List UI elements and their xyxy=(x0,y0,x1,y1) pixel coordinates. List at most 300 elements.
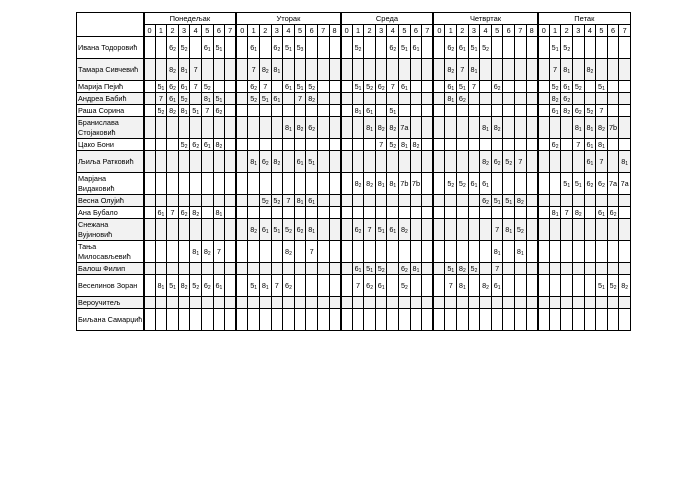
class-cell: $6_1$ xyxy=(596,207,608,219)
class-cell: $5_1$ xyxy=(306,151,318,173)
class-cell: $6_2$ xyxy=(549,139,561,151)
class-cell: $5_1$ xyxy=(375,219,387,241)
teacher-row xyxy=(77,117,631,139)
class-cell xyxy=(236,59,248,81)
class-cell xyxy=(306,309,318,331)
class-cell xyxy=(144,263,156,275)
class-cell xyxy=(225,117,237,139)
class-cell xyxy=(283,59,295,81)
class-cell: 7 xyxy=(596,105,608,117)
class-cell: $5_2$ xyxy=(178,37,190,59)
class-cell xyxy=(422,241,434,263)
class-cell xyxy=(364,297,376,309)
class-cell xyxy=(294,263,306,275)
class-cell: $8_2$ xyxy=(167,105,179,117)
class-cell: $5_1$ xyxy=(213,37,225,59)
class-cell xyxy=(248,309,260,331)
class-cell: $8_1$ xyxy=(306,219,318,241)
class-cell: $6_2$ xyxy=(561,93,573,105)
class-cell xyxy=(329,263,341,275)
class-cell xyxy=(190,263,202,275)
class-cell xyxy=(515,117,527,139)
class-cell xyxy=(341,263,353,275)
class-cell xyxy=(294,241,306,263)
class-cell: $5_1$ xyxy=(283,37,295,59)
class-cell: $8_1$ xyxy=(201,93,213,105)
class-cell: $8_2$ xyxy=(515,195,527,207)
class-cell: 7 xyxy=(271,275,283,297)
class-cell xyxy=(329,37,341,59)
class-cell xyxy=(225,151,237,173)
class-cell xyxy=(619,219,631,241)
class-cell xyxy=(515,105,527,117)
class-cell xyxy=(445,105,457,117)
class-cell: $8_1$ xyxy=(248,151,260,173)
class-cell xyxy=(248,117,260,139)
class-cell xyxy=(607,195,619,207)
class-cell xyxy=(317,151,329,173)
class-cell: $6_2$ xyxy=(491,151,503,173)
class-cell: $5_1$ xyxy=(549,37,561,59)
class-cell: $5_1$ xyxy=(364,263,376,275)
class-cell xyxy=(596,309,608,331)
class-cell xyxy=(144,81,156,93)
class-cell: $8_1$ xyxy=(178,59,190,81)
class-cell: $6_2$ xyxy=(480,195,492,207)
class-cell: $8_1$ xyxy=(515,241,527,263)
class-cell xyxy=(457,195,469,207)
class-cell xyxy=(584,275,596,297)
teacher-row xyxy=(77,93,631,105)
period-number: 7 xyxy=(619,25,631,37)
class-cell xyxy=(584,241,596,263)
class-cell xyxy=(515,275,527,297)
class-cell xyxy=(201,263,213,275)
class-cell xyxy=(364,139,376,151)
class-cell: $6_1$ xyxy=(468,173,480,195)
class-cell: 7 xyxy=(352,275,364,297)
class-cell xyxy=(561,151,573,173)
class-cell xyxy=(178,263,190,275)
class-cell: $8_2$ xyxy=(619,275,631,297)
class-cell: $5_1$ xyxy=(596,275,608,297)
class-cell xyxy=(457,151,469,173)
class-cell xyxy=(364,151,376,173)
class-cell xyxy=(144,207,156,219)
class-cell xyxy=(248,263,260,275)
class-cell: $5_2$ xyxy=(259,195,271,207)
class-cell: 7 xyxy=(549,59,561,81)
class-cell xyxy=(306,105,318,117)
class-cell xyxy=(596,297,608,309)
class-cell: $6_2$ xyxy=(294,219,306,241)
class-cell xyxy=(399,93,411,105)
class-cell xyxy=(225,59,237,81)
class-cell xyxy=(491,93,503,105)
class-cell xyxy=(225,263,237,275)
class-cell xyxy=(433,275,445,297)
class-cell xyxy=(538,173,550,195)
period-number: 6 xyxy=(607,25,619,37)
class-cell xyxy=(317,93,329,105)
class-cell xyxy=(572,93,584,105)
class-cell xyxy=(457,207,469,219)
class-cell xyxy=(457,297,469,309)
class-cell xyxy=(259,241,271,263)
class-cell xyxy=(144,59,156,81)
class-cell xyxy=(387,297,399,309)
class-cell xyxy=(607,81,619,93)
period-number: 7 xyxy=(225,25,237,37)
period-number: 7 xyxy=(422,25,434,37)
period-number: 4 xyxy=(190,25,202,37)
class-cell xyxy=(317,275,329,297)
class-cell xyxy=(364,241,376,263)
class-cell xyxy=(526,297,538,309)
class-cell xyxy=(329,93,341,105)
class-cell xyxy=(433,105,445,117)
class-cell xyxy=(468,151,480,173)
class-cell xyxy=(572,297,584,309)
class-cell xyxy=(155,151,167,173)
class-cell: 7b xyxy=(607,117,619,139)
class-cell xyxy=(294,173,306,195)
class-cell: $6_1$ xyxy=(248,37,260,59)
class-cell xyxy=(225,219,237,241)
class-cell: $8_2$ xyxy=(283,241,295,263)
class-cell: $8_2$ xyxy=(201,241,213,263)
class-cell xyxy=(317,309,329,331)
corner-cell xyxy=(77,13,144,37)
class-cell xyxy=(491,139,503,151)
class-cell xyxy=(375,151,387,173)
class-cell xyxy=(619,81,631,93)
class-cell xyxy=(607,105,619,117)
class-cell xyxy=(538,195,550,207)
class-cell xyxy=(248,139,260,151)
class-cell xyxy=(271,173,283,195)
class-cell xyxy=(561,195,573,207)
class-cell: 7а xyxy=(607,173,619,195)
class-cell xyxy=(341,219,353,241)
class-cell xyxy=(422,207,434,219)
class-cell: $6_2$ xyxy=(306,117,318,139)
period-number: 3 xyxy=(375,25,387,37)
class-cell: $8_2$ xyxy=(596,117,608,139)
teacher-name: Биљана Самарџић xyxy=(77,309,144,331)
class-cell xyxy=(329,297,341,309)
class-cell xyxy=(283,263,295,275)
period-number: 3 xyxy=(468,25,480,37)
class-cell xyxy=(515,37,527,59)
class-cell xyxy=(294,309,306,331)
class-cell xyxy=(329,139,341,151)
class-cell xyxy=(491,309,503,331)
class-cell: $8_1$ xyxy=(352,105,364,117)
class-cell xyxy=(225,81,237,93)
class-cell: $5_1$ xyxy=(213,93,225,105)
class-cell xyxy=(271,241,283,263)
class-cell: $8_2$ xyxy=(399,219,411,241)
class-cell xyxy=(375,309,387,331)
class-cell: $6_2$ xyxy=(572,105,584,117)
class-cell: $5_2$ xyxy=(480,37,492,59)
class-cell xyxy=(399,207,411,219)
class-cell: 7а xyxy=(619,173,631,195)
class-cell: $8_2$ xyxy=(259,59,271,81)
class-cell: 7 xyxy=(283,195,295,207)
class-cell xyxy=(584,93,596,105)
class-cell xyxy=(422,173,434,195)
class-cell: $8_2$ xyxy=(572,207,584,219)
class-cell xyxy=(607,297,619,309)
class-cell xyxy=(387,93,399,105)
class-cell xyxy=(236,105,248,117)
teacher-name: Тамара Сивчевић xyxy=(77,59,144,81)
class-cell xyxy=(364,207,376,219)
class-cell xyxy=(584,207,596,219)
class-cell xyxy=(213,195,225,207)
class-cell: $5_1$ xyxy=(491,195,503,207)
class-cell xyxy=(167,117,179,139)
class-cell xyxy=(584,263,596,275)
teacher-row xyxy=(77,37,631,59)
class-cell: 7 xyxy=(491,263,503,275)
class-cell: $6_2$ xyxy=(283,275,295,297)
class-cell xyxy=(503,241,515,263)
class-cell: $6_1$ xyxy=(445,81,457,93)
class-cell xyxy=(503,297,515,309)
class-cell xyxy=(225,37,237,59)
teacher-row xyxy=(77,309,631,331)
period-number: 0 xyxy=(433,25,445,37)
class-cell: $5_2$ xyxy=(248,93,260,105)
class-cell: 7 xyxy=(445,275,457,297)
class-cell xyxy=(271,207,283,219)
class-cell xyxy=(538,207,550,219)
class-cell xyxy=(144,117,156,139)
class-cell: $5_1$ xyxy=(445,263,457,275)
class-cell xyxy=(503,93,515,105)
class-cell: $6_1$ xyxy=(584,151,596,173)
class-cell: $6_1$ xyxy=(375,275,387,297)
class-cell: $8_2$ xyxy=(480,275,492,297)
class-cell xyxy=(572,59,584,81)
class-cell: 7b xyxy=(399,173,411,195)
class-cell xyxy=(225,275,237,297)
class-cell xyxy=(329,241,341,263)
period-number: 1 xyxy=(248,25,260,37)
class-cell xyxy=(549,195,561,207)
class-cell: $5_2$ xyxy=(190,275,202,297)
class-cell xyxy=(352,151,364,173)
class-cell xyxy=(433,59,445,81)
class-cell xyxy=(352,195,364,207)
class-cell: $5_3$ xyxy=(294,37,306,59)
class-cell xyxy=(178,241,190,263)
class-cell: $5_2$ xyxy=(375,263,387,275)
class-cell xyxy=(410,81,422,93)
period-number: 1 xyxy=(155,25,167,37)
class-cell: $8_2$ xyxy=(480,151,492,173)
class-cell xyxy=(329,173,341,195)
class-cell xyxy=(422,195,434,207)
class-cell xyxy=(387,263,399,275)
class-cell xyxy=(445,207,457,219)
class-cell xyxy=(399,59,411,81)
class-cell: 7 xyxy=(491,219,503,241)
class-cell xyxy=(259,297,271,309)
class-cell xyxy=(538,59,550,81)
class-cell xyxy=(294,275,306,297)
class-cell xyxy=(317,139,329,151)
class-cell xyxy=(422,105,434,117)
teacher-name: Бранислава Стојаковић xyxy=(77,117,144,139)
period-number: 5 xyxy=(596,25,608,37)
class-cell xyxy=(387,195,399,207)
class-cell xyxy=(225,173,237,195)
class-cell xyxy=(341,81,353,93)
period-number: 5 xyxy=(201,25,213,37)
class-cell xyxy=(491,297,503,309)
class-cell xyxy=(375,207,387,219)
class-cell xyxy=(190,297,202,309)
class-cell: $8_2$ xyxy=(248,219,260,241)
class-cell xyxy=(155,173,167,195)
class-cell xyxy=(375,297,387,309)
class-cell xyxy=(503,59,515,81)
class-cell xyxy=(225,309,237,331)
class-cell: $6_1$ xyxy=(584,139,596,151)
class-cell: 7 xyxy=(375,139,387,151)
class-cell xyxy=(283,105,295,117)
class-cell: $8_2$ xyxy=(410,139,422,151)
day-header-row xyxy=(77,13,631,25)
class-cell xyxy=(248,297,260,309)
class-cell xyxy=(387,59,399,81)
teacher-name: Веселинов Зоран xyxy=(77,275,144,297)
day-header: Понедељак xyxy=(144,13,237,25)
period-number: 8 xyxy=(526,25,538,37)
class-cell xyxy=(515,139,527,151)
teacher-row xyxy=(77,219,631,241)
class-cell xyxy=(433,37,445,59)
class-cell xyxy=(468,309,480,331)
class-cell xyxy=(375,105,387,117)
class-cell xyxy=(294,105,306,117)
teacher-name: Раша Сорина xyxy=(77,105,144,117)
class-cell xyxy=(480,105,492,117)
class-cell: $8_2$ xyxy=(271,151,283,173)
period-number: 6 xyxy=(306,25,318,37)
class-cell xyxy=(178,309,190,331)
class-cell xyxy=(271,105,283,117)
class-cell xyxy=(306,173,318,195)
class-cell xyxy=(596,37,608,59)
class-cell xyxy=(329,207,341,219)
class-cell xyxy=(538,263,550,275)
class-cell xyxy=(271,117,283,139)
class-cell xyxy=(364,195,376,207)
class-cell: 7 xyxy=(387,81,399,93)
class-cell xyxy=(144,151,156,173)
class-cell: $6_1$ xyxy=(352,263,364,275)
class-cell xyxy=(422,263,434,275)
class-cell: $5_2$ xyxy=(201,81,213,93)
class-cell: $6_1$ xyxy=(178,81,190,93)
class-cell xyxy=(480,59,492,81)
class-cell: $8_2$ xyxy=(352,173,364,195)
class-cell xyxy=(364,309,376,331)
class-cell xyxy=(190,151,202,173)
class-cell: $8_2$ xyxy=(549,93,561,105)
class-cell: 7 xyxy=(248,59,260,81)
class-cell: 7 xyxy=(294,93,306,105)
class-cell xyxy=(144,219,156,241)
class-cell xyxy=(561,275,573,297)
class-cell xyxy=(341,37,353,59)
class-cell: 7а xyxy=(399,117,411,139)
teacher-name: Цако Бони xyxy=(77,139,144,151)
class-cell: $6_2$ xyxy=(399,263,411,275)
class-cell xyxy=(259,173,271,195)
class-cell: $8_1$ xyxy=(410,263,422,275)
class-cell: $6_2$ xyxy=(596,173,608,195)
class-cell xyxy=(572,219,584,241)
class-cell: $5_2$ xyxy=(549,81,561,93)
class-cell xyxy=(294,207,306,219)
class-cell xyxy=(607,151,619,173)
class-cell xyxy=(294,139,306,151)
class-cell xyxy=(144,297,156,309)
class-cell xyxy=(167,151,179,173)
class-cell xyxy=(468,139,480,151)
class-cell xyxy=(283,151,295,173)
class-cell xyxy=(352,309,364,331)
class-cell xyxy=(178,219,190,241)
class-cell xyxy=(259,139,271,151)
period-number: 7 xyxy=(317,25,329,37)
class-cell xyxy=(317,59,329,81)
class-cell xyxy=(491,173,503,195)
class-cell xyxy=(433,81,445,93)
class-cell: $5_1$ xyxy=(468,37,480,59)
period-number: 3 xyxy=(572,25,584,37)
class-cell: $8_1$ xyxy=(387,173,399,195)
class-cell xyxy=(468,117,480,139)
class-cell xyxy=(515,309,527,331)
class-cell xyxy=(457,139,469,151)
class-cell: 7 xyxy=(457,59,469,81)
class-cell xyxy=(387,309,399,331)
class-cell xyxy=(375,37,387,59)
class-cell xyxy=(190,173,202,195)
class-cell xyxy=(619,263,631,275)
period-number: 1 xyxy=(352,25,364,37)
class-cell: 7 xyxy=(364,219,376,241)
class-cell: $6_1$ xyxy=(457,37,469,59)
class-cell xyxy=(167,241,179,263)
class-cell xyxy=(283,173,295,195)
class-cell xyxy=(236,263,248,275)
class-cell: $8_1$ xyxy=(457,275,469,297)
class-cell xyxy=(213,117,225,139)
period-number: 2 xyxy=(561,25,573,37)
class-cell xyxy=(526,241,538,263)
class-cell xyxy=(433,219,445,241)
class-cell xyxy=(352,297,364,309)
class-cell: $6_2$ xyxy=(491,81,503,93)
